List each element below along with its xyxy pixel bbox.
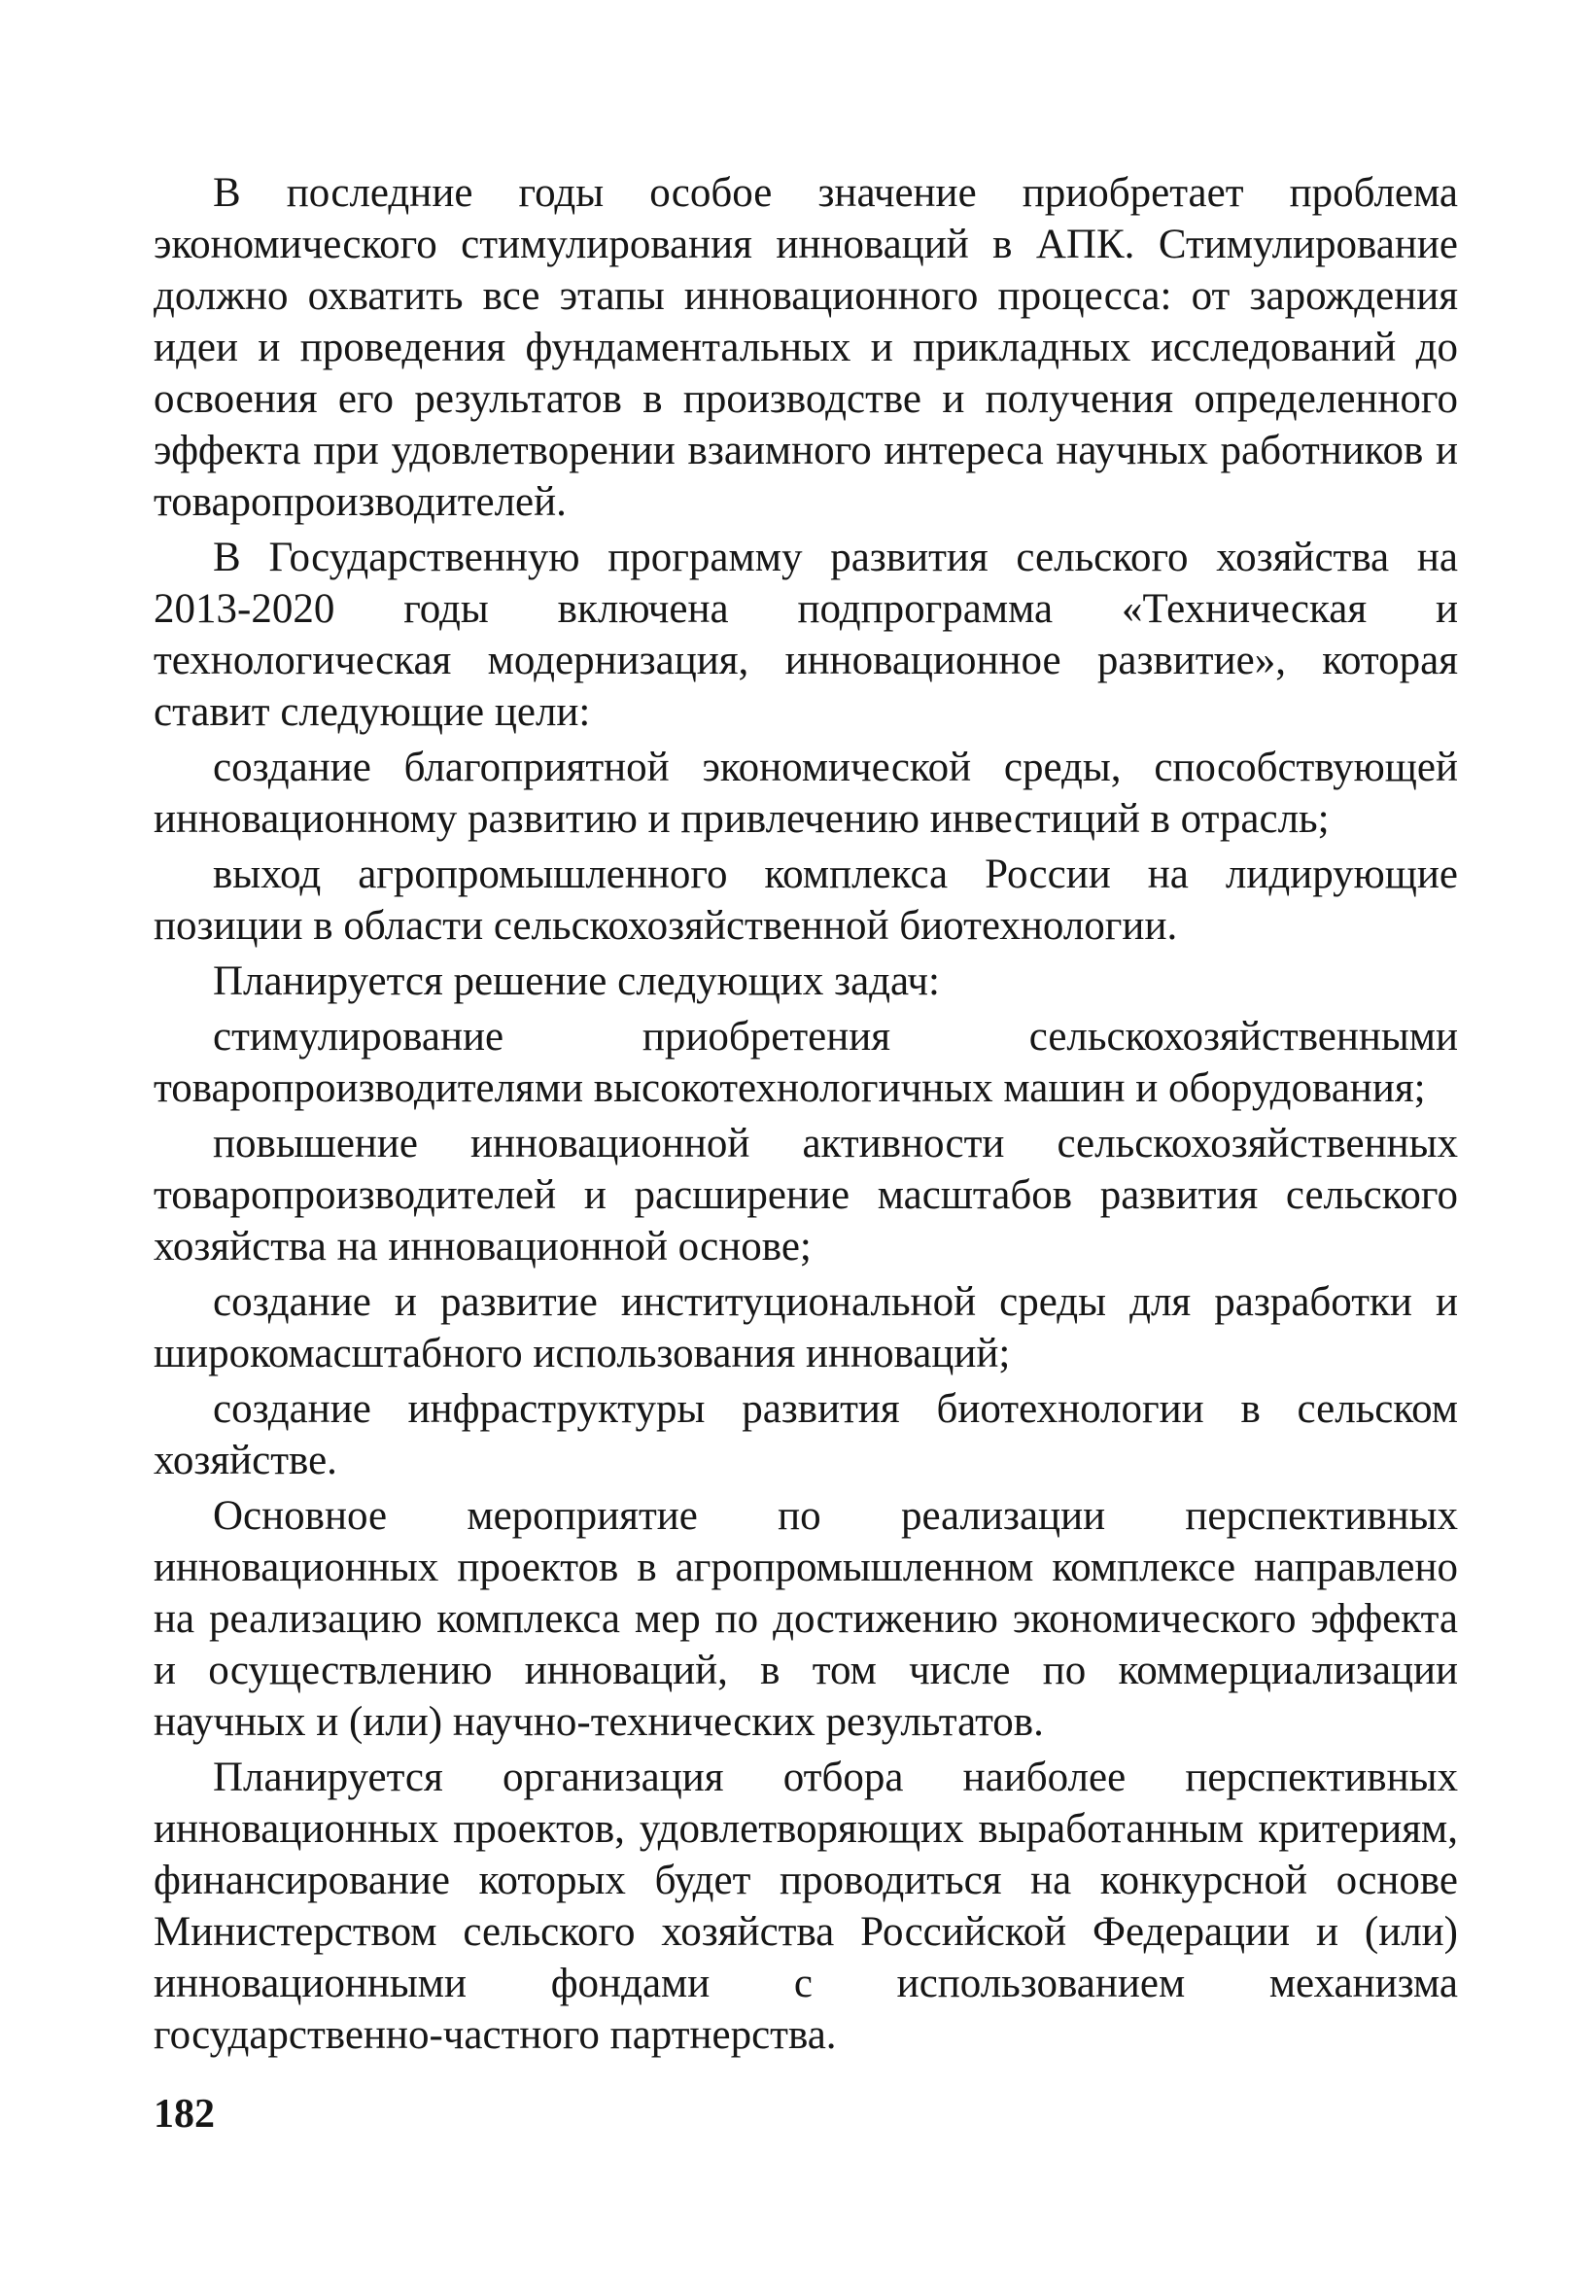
paragraph-tasks-intro: Планируется решение следующих задач: [213, 958, 940, 1004]
paragraph-project-selection: Планируется организация отбора наиболее перспективных инновационных проектов, удовлетворяющих выработанным критериям, финансирование которых будет проводиться на конкурсной основе Министерством сельского хозяйства Российской Федерации и (или) инновационными фондами с использованием механизма государственно-частного партнерства. [154, 1755, 1458, 2058]
task-item-equipment-purchase: стимулирование приобретения сельскохозяйственными товаропроизводителями высокотехнологичных машин и оборудования; [154, 1014, 1458, 1111]
paragraph-main-measure: Основное мероприятие по реализации перспективных инновационных проектов в агропромышленном комплексе направлено на реализацию комплекса мер по достижению экономического эффекта и осуществлению инноваций, в том числе по коммерциализации научных и (или) научно-технических результатов. [154, 1493, 1458, 1745]
page-number: 182 [154, 2092, 215, 2137]
paragraph-innovation-stimulation: В последние годы особое значение приобретает проблема экономического стимулирования инноваций в АПК. Стимулирование должно охватить все этапы инновационного процесса: от зарождения идеи и проведения фундаментальных и прикладных исследований до освоения его результатов в производстве и получения определенного эффекта при удовлетворении взаимного интереса научных работников и товаропроизводителей. [154, 170, 1458, 525]
task-item-innovation-activity: повышение инновационной активности сельскохозяйственных товаропроизводителей и расширение масштабов развития сельского хозяйства на инновационной основе; [154, 1121, 1458, 1270]
task-item-institutional-environment: создание и развитие институциональной среды для разработки и широкомасштабного использования инноваций; [154, 1279, 1458, 1376]
page-body [154, 167, 1458, 2065]
paragraph-state-program: В Государственную программу развития сельского хозяйства на 2013-2020 годы включена подпрограмма «Техническая и технологическая модернизация, инновационное развитие», которая ставит следующие цели: [154, 535, 1458, 735]
goal-item-economic-environment: создание благоприятной экономической среды, способствующей инновационному развитию и привлечению инвестиций в отрасль; [154, 745, 1458, 842]
task-item-biotech-infrastructure: создание инфраструктуры развития биотехнологии в сельском хозяйстве. [154, 1386, 1458, 1483]
goal-item-leading-positions: выход агропромышленного комплекса России на лидирующие позиции в области сельскохозяйственной биотехнологии. [154, 852, 1458, 949]
